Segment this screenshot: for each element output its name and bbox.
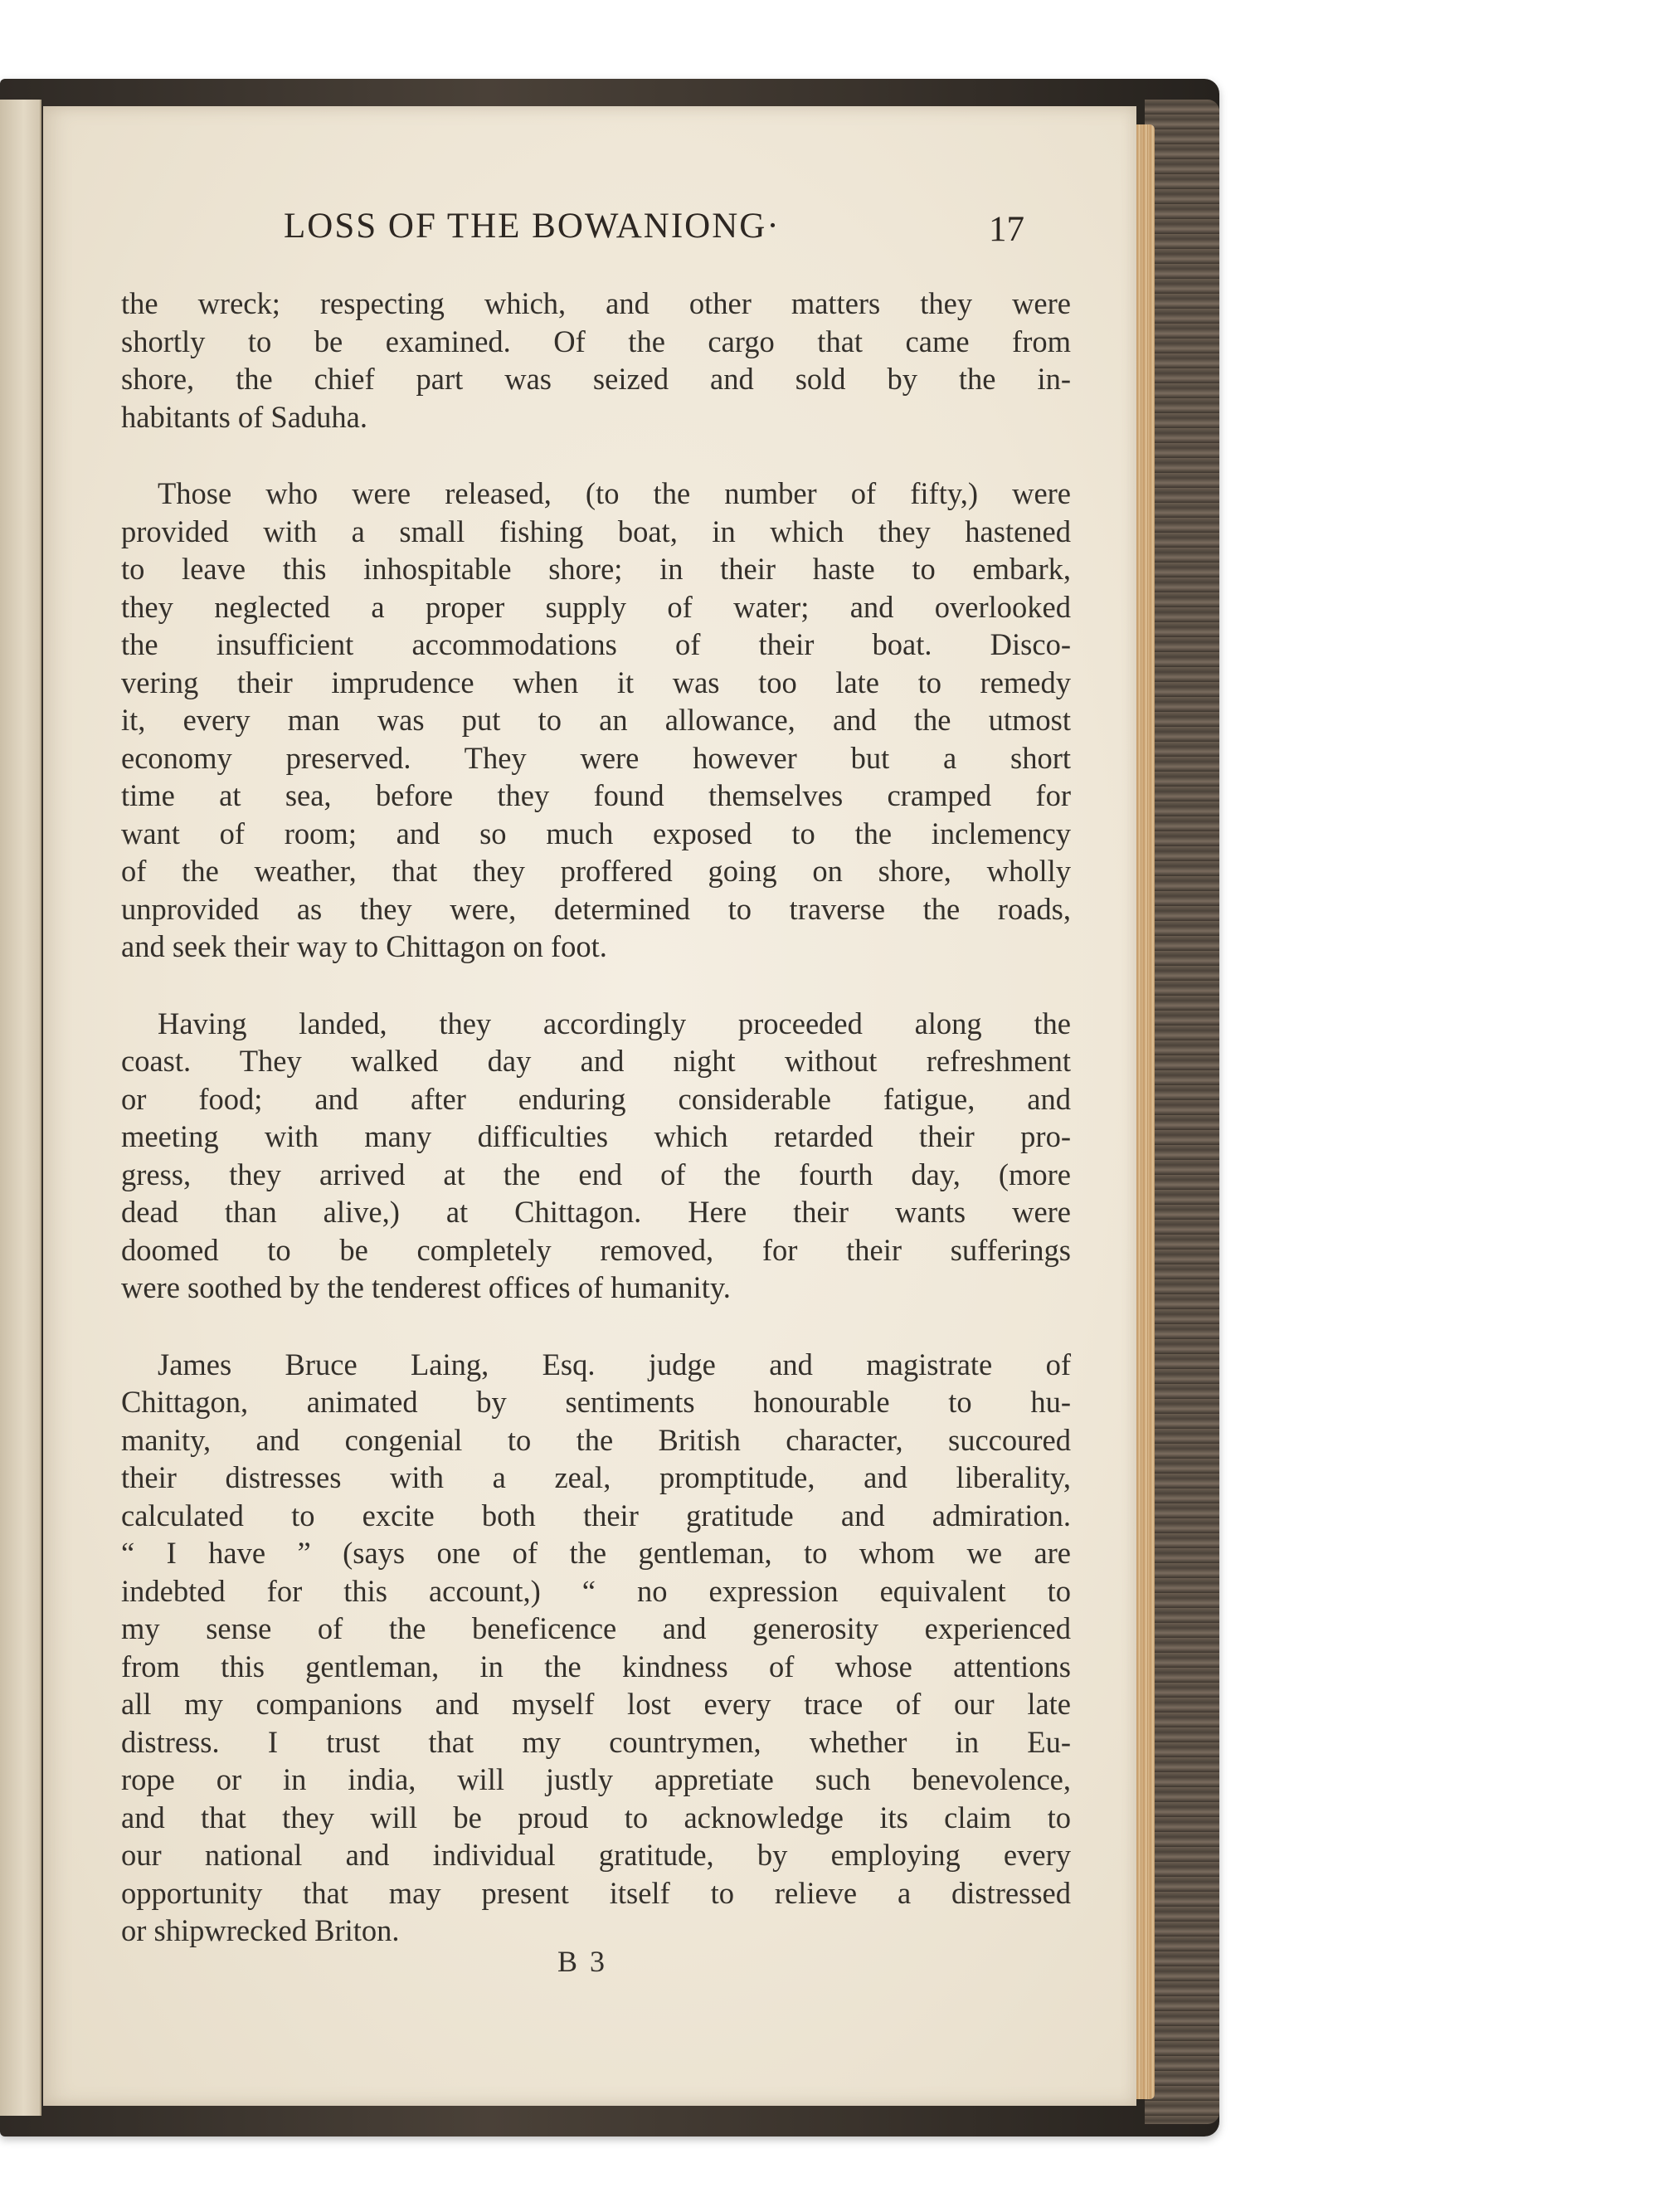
text-line: meeting with many difficulties which retarded their pro- xyxy=(121,1119,1071,1153)
signature-mark: B 3 xyxy=(557,1945,608,1978)
text-line: their distresses with a zeal, promptitude, and liberality, xyxy=(121,1460,1071,1494)
text-line: vering their imprudence when it was too late to remedy xyxy=(121,665,1071,699)
text-line: Having landed, they accordingly proceeded along the xyxy=(158,1006,1071,1040)
text-line: the insufficient accommodations of their boat. Disco- xyxy=(121,627,1071,661)
text-line: were soothed by the tenderest offices of humanity. xyxy=(121,1270,731,1304)
paragraph xyxy=(121,285,1071,436)
text-line: habitants of Saduha. xyxy=(121,399,368,434)
text-line: unprovided as they were, determined to traverse the roads, xyxy=(121,891,1071,926)
book-page xyxy=(43,106,1136,2106)
text-line: shore, the chief part was seized and sold by the in- xyxy=(121,362,1071,396)
text-line: Chittagon, animated by sentiments honourable to hu- xyxy=(121,1385,1071,1419)
text-line: from this gentleman, in the kindness of whose attentions xyxy=(121,1649,1071,1683)
text-line: and seek their way to Chittagon on foot. xyxy=(121,929,607,963)
text-line: and that they will be proud to acknowledge its claim to xyxy=(121,1800,1071,1834)
text-line: provided with a small fishing boat, in which they hastened xyxy=(121,514,1071,548)
text-line: distress. I trust that my countrymen, whether in Eu- xyxy=(121,1724,1071,1759)
body-text xyxy=(121,285,1071,1989)
text-line: calculated to excite both their gratitude and admiration. xyxy=(121,1498,1071,1532)
facing-page-edge xyxy=(0,100,41,2116)
text-line: Those who were released, (to the number of fifty,) were xyxy=(158,476,1071,510)
text-line: or shipwrecked Briton. xyxy=(121,1913,400,1947)
text-line: manity, and congenial to the British character, succoured xyxy=(121,1422,1071,1457)
text-line: all my companions and myself lost every trace of our late xyxy=(121,1687,1071,1721)
text-line: or food; and after enduring considerable fatigue, and xyxy=(121,1081,1071,1116)
text-line: want of room; and so much exposed to the inclemency xyxy=(121,816,1071,850)
paragraph xyxy=(121,475,1071,966)
text-line: rope or in india, will justly appretiate such benevolence, xyxy=(121,1762,1071,1796)
text-line: they neglected a proper supply of water; and overlooked xyxy=(121,589,1071,624)
text-line: opportunity that may present itself to relieve a distressed xyxy=(121,1875,1071,1910)
page-number: 17 xyxy=(989,210,1024,249)
text-line: our national and individual gratitude, by employing every xyxy=(121,1838,1071,1872)
text-line: doomed to be completely removed, for their sufferings xyxy=(121,1232,1071,1267)
text-line: to leave this inhospitable shore; in their haste to embark, xyxy=(121,552,1071,586)
paragraph xyxy=(121,1346,1071,1950)
text-line: indebted for this account,) “ no expression equivalent to xyxy=(121,1573,1071,1608)
text-line: the wreck; respecting which, and other matters they were xyxy=(121,286,1071,320)
text-line: gress, they arrived at the end of the fourth day, (more xyxy=(121,1157,1071,1191)
text-line: it, every man was put to an allowance, and the utmost xyxy=(121,703,1071,737)
text-line: shortly to be examined. Of the cargo that came from xyxy=(121,324,1071,358)
page-header xyxy=(43,206,1136,272)
running-head: LOSS OF THE BOWANIONG· xyxy=(284,207,781,246)
text-line: my sense of the beneficence and generosity experienced xyxy=(121,1611,1071,1645)
text-line: James Bruce Laing, Esq. judge and magistrate of xyxy=(158,1347,1071,1381)
text-line: dead than alive,) at Chittagon. Here their wants were xyxy=(121,1195,1071,1229)
text-line: “ I have ” (says one of the gentleman, to whom we are xyxy=(121,1536,1071,1570)
text-line: coast. They walked day and night without refreshment xyxy=(121,1044,1071,1078)
paragraph xyxy=(121,1005,1071,1307)
text-line: of the weather, that they proffered going on shore, wholly xyxy=(121,854,1071,888)
book-spine-edge xyxy=(1145,100,1219,2124)
text-line: time at sea, before they found themselves cramped for xyxy=(121,778,1071,812)
text-line: economy preserved. They were however but a short xyxy=(121,740,1071,775)
